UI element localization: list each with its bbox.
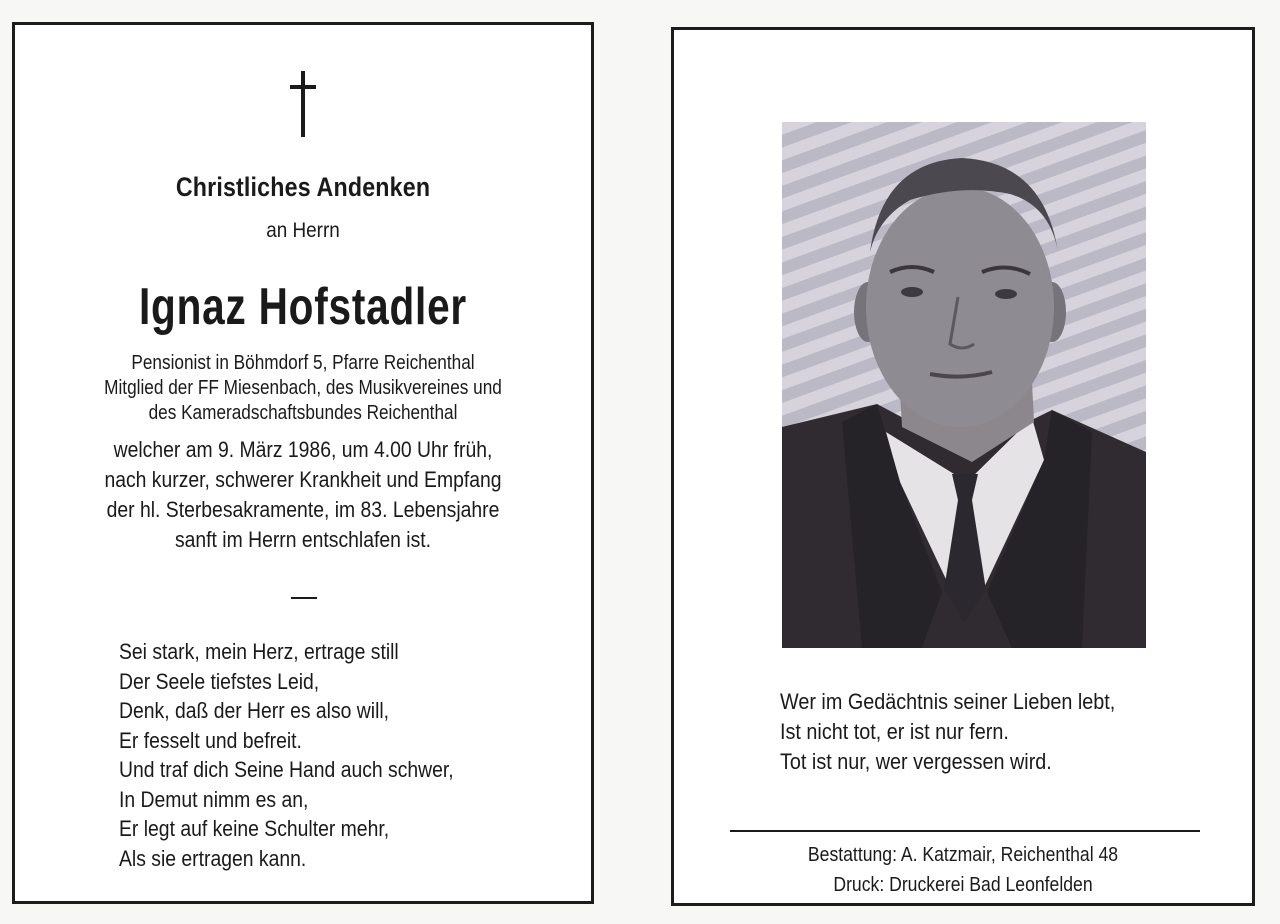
quote-line: Ist nicht tot, er ist nur fern. [780, 719, 1009, 744]
poem-line: Sei stark, mein Herz, ertrage still [119, 639, 399, 664]
poem-line: Denk, daß der Herr es also will, [119, 698, 390, 723]
funeral-credit: Bestattung: A. Katzmair, Reichenthal 48 [807, 844, 1119, 866]
biography [55, 351, 550, 426]
poem [119, 637, 454, 873]
death-line: der hl. Sterbesakramente, im 83. Lebensjahre [106, 497, 500, 522]
poem-line: Er legt auf keine Schulter mehr, [119, 816, 390, 841]
portrait-photo [782, 122, 1146, 648]
print-credit: Druck: Druckerei Bad Leonfelden [833, 874, 1093, 896]
divider-line [730, 830, 1200, 832]
poem-line: Der Seele tiefstes Leid, [119, 668, 320, 694]
separator-dash [291, 597, 317, 599]
salutation: an Herrn [266, 219, 340, 242]
death-line: sanft im Herrn entschlafen ist. [174, 527, 432, 552]
quote-line: Wer im Gedächtnis seiner Lieben lebt, [780, 689, 1116, 714]
memorial-quote [780, 687, 1115, 777]
cross-icon [290, 71, 316, 137]
card-heading: Christliches Andenken [175, 172, 431, 202]
bio-line: Mitglied der FF Miesenbach, des Musikvereines und [104, 377, 502, 399]
portrait-illustration [782, 122, 1146, 648]
memorial-card-photo-side [671, 27, 1255, 906]
bio-line: Pensionist in Böhmdorf 5, Pfarre Reichenthal [131, 352, 475, 374]
deceased-name: Ignaz Hofstadler [139, 278, 467, 336]
death-notice [50, 435, 557, 555]
poem-line: Und traf dich Seine Hand auch schwer, [119, 757, 454, 782]
poem-line: Er fesselt und befreit. [119, 727, 302, 753]
death-line: nach kurzer, schwerer Krankheit und Empfang [104, 467, 502, 492]
death-line: welcher am 9. März 1986, um 4.00 Uhr früh, [113, 437, 493, 462]
poem-line: In Demut nimm es an, [119, 786, 309, 812]
credits [709, 840, 1218, 900]
bio-line: des Kameradschaftsbundes Reichenthal [148, 402, 458, 424]
poem-line: Als sie ertragen kann. [119, 845, 307, 871]
memorial-card-text-side [12, 22, 594, 904]
quote-line: Tot ist nur, wer vergessen wird. [780, 749, 1052, 774]
